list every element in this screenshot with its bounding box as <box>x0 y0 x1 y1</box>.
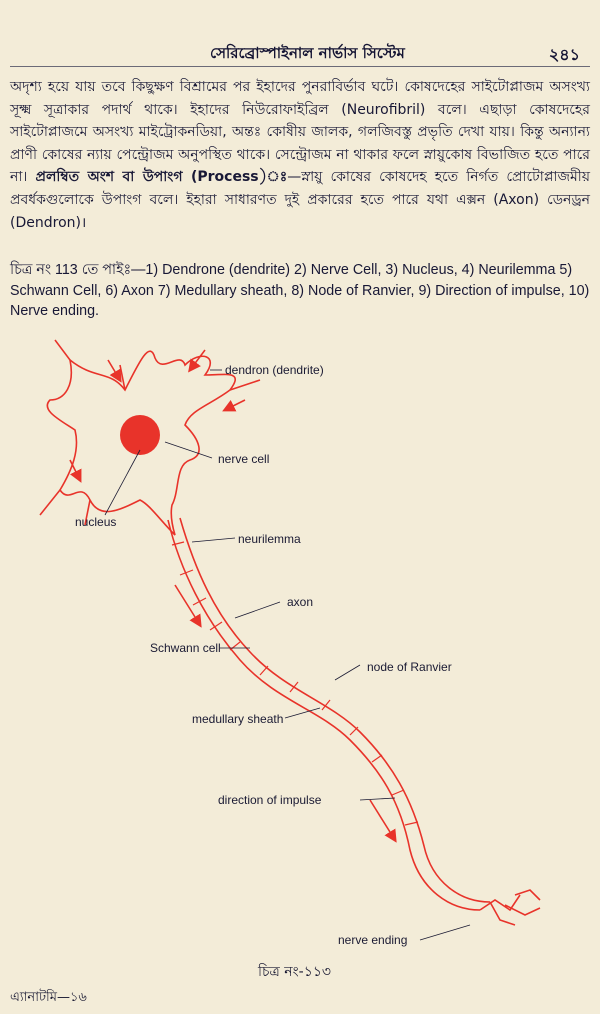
paragraph-text: অদৃশ্য হয়ে যায় তবে কিছুক্ষণ বিশ্রামের পর ইহাদের পুনরাবির্ভাব ঘটে। কোষদেহের সাইটোপ্লাজম অসংখ্য সূক্ষ্ম সূত্রাকার পদার্থ থাকে। ইহাদের নিউরোফাইব্রিল (Neurofibril) বলে। এছাড়া কোষদেহের সাইটোপ্লাজমে অসংখ্য মাইট্রোকনডিয়া, অন্তঃ কোষীয় জালক, গলজিবস্তু প্রভৃতি দেখা যায়। কিন্তু অন্যান্য প্রাণী কোষের ন্যায় পেন্ট্রোজম অনুপস্থিত থাকে। সেন্ট্রোজম না থাকার ফলে স্নায়ুকোষ বিভাজিত হতে পারে না। <box>10 79 590 186</box>
page-number: ২৪১ <box>548 45 580 64</box>
label-schwann-cell: Schwann cell <box>150 641 221 655</box>
running-header <box>0 40 600 66</box>
neuron-diagram <box>0 330 600 960</box>
label-node-of-ranvier: node of Ranvier <box>367 660 452 674</box>
impulse-arrow-1 <box>175 585 200 625</box>
label-dendron: dendron (dendrite) <box>225 363 324 377</box>
axon-outline-right <box>180 518 490 902</box>
label-leaders <box>105 370 470 940</box>
neuron-drawing <box>40 340 540 925</box>
label-nucleus: nucleus <box>75 515 117 529</box>
label-neurilemma: neurilemma <box>238 532 301 546</box>
nerve-ending-branches <box>480 890 540 925</box>
axon-segment-marks <box>172 542 418 825</box>
label-medullary-sheath: medullary sheath <box>192 712 284 726</box>
header-divider <box>10 66 590 67</box>
page-footer: এ্যানাটমি—১৬ <box>10 990 87 1005</box>
body-paragraph <box>10 76 590 234</box>
label-axon: axon <box>287 595 314 609</box>
dendrite-branch-1 <box>55 340 70 360</box>
label-nerve-cell: nerve cell <box>218 452 270 466</box>
impulse-arrow-2 <box>370 800 395 840</box>
label-nerve-ending: nerve ending <box>338 933 408 947</box>
process-description: —স্নায়ু কোষের কোষদেহ হতে নির্গত প্রোটোপ্লাজমীয় প্রবর্ধকগুলোকে উপাংগ বলে। ইহারা সাধারণত দুই প্রকারের হতে পারে যথা এক্সন (Axon) ডেনড্রন (Dendron)। <box>10 169 591 231</box>
figure-caption: চিত্র নং-১১৩ <box>258 964 332 980</box>
dendrite-branch-3 <box>40 490 60 515</box>
impulse-arrow-3 <box>108 360 120 380</box>
chapter-title: সেরিব্রোস্পাইনাল নার্ভাস সিস্টেম <box>210 44 405 62</box>
figure-parts-list: চিত্র নং 113 তে পাইঃ—1) Dendrone (dendrite) 2) Nerve Cell, 3) Nucleus, 4) Neurilemma 5) Schwann Cell, 6) Axon 7) Medullary sheath, 8) Node of Ranvier, 9) Direction of impulse, 10) Nerve ending. <box>10 262 590 319</box>
nucleus-shape <box>120 415 160 455</box>
impulse-arrow-5 <box>225 400 245 410</box>
label-direction-of-impulse: direction of impulse <box>218 793 322 807</box>
process-subheading: প্রলম্বিত অংশ বা উপাংগ (Process)ঃ <box>35 169 288 186</box>
impulse-arrow-6 <box>70 460 80 480</box>
